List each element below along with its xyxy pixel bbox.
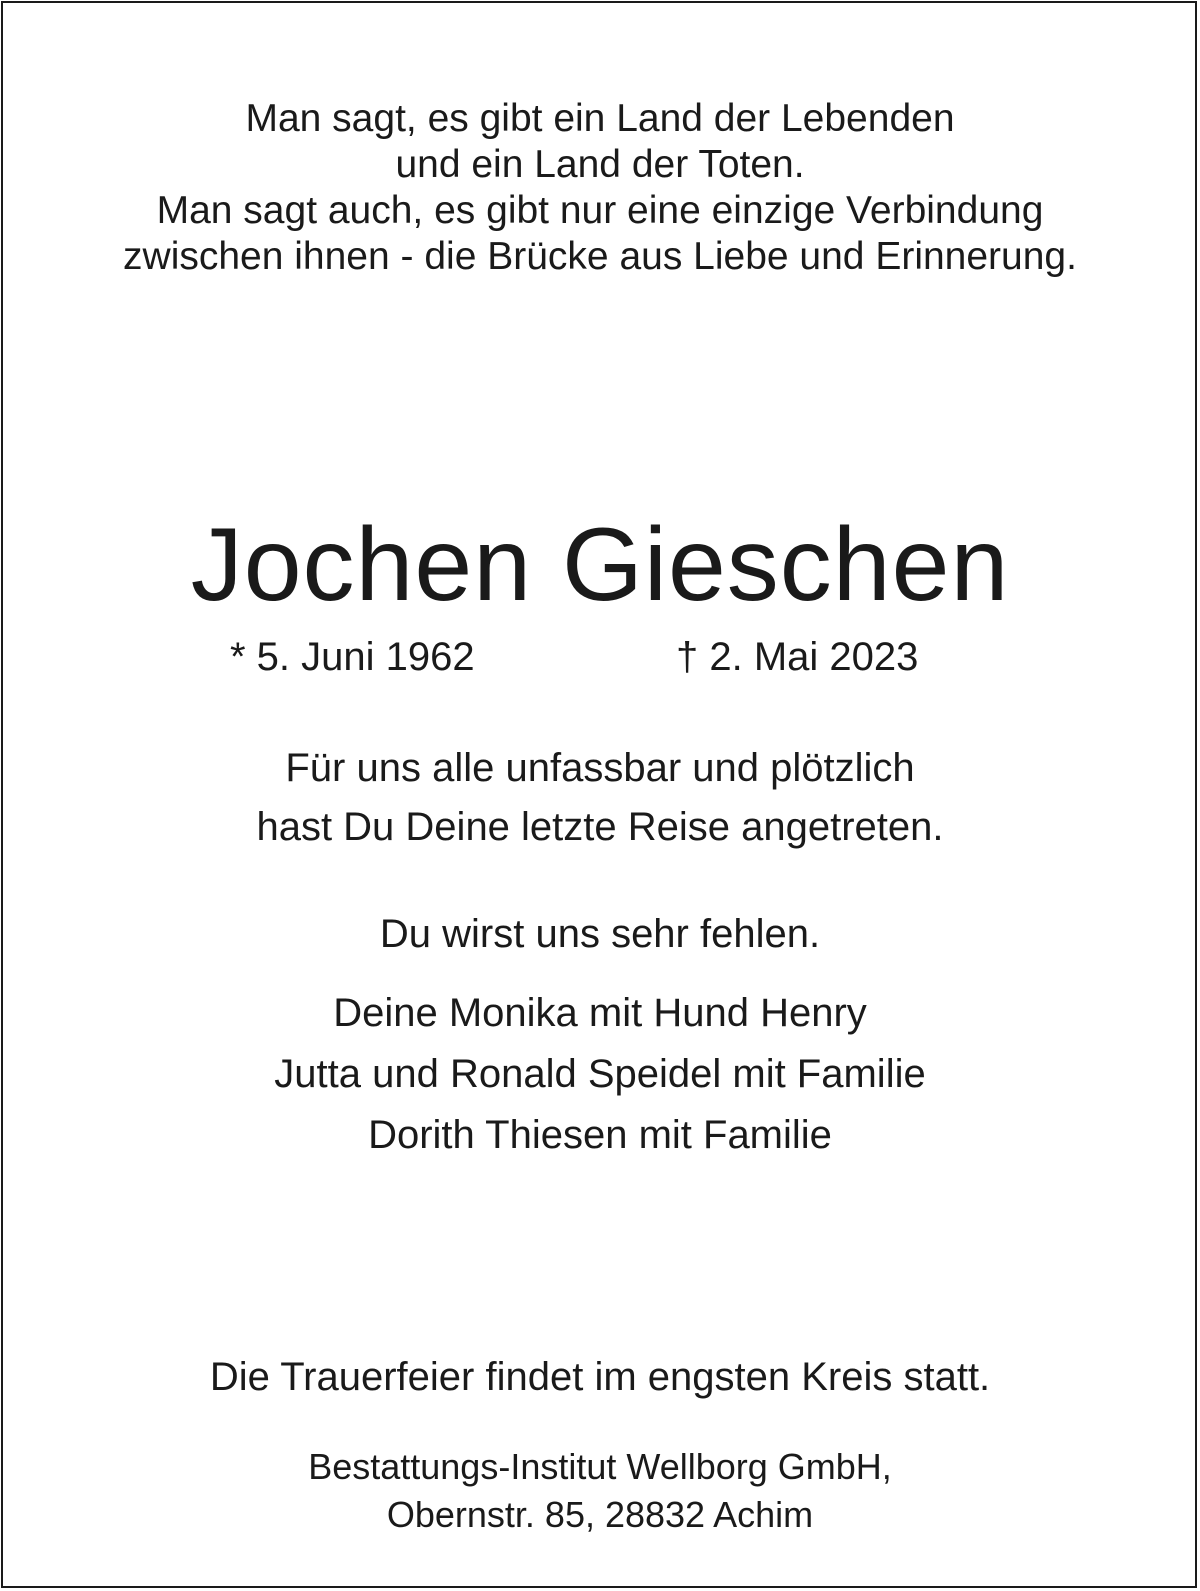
undertaker-name: Bestattungs-Institut Wellborg GmbH, [308,1446,892,1487]
quote-line: Man sagt, es gibt ein Land der Lebenden [245,97,955,140]
birth-date: * 5. Juni 1962 [230,635,475,679]
undertaker-address: Obernstr. 85, 28832 Achim [386,1494,814,1535]
life-dates [0,633,1200,681]
closing-line: Du wirst uns sehr fehlen. [379,912,821,956]
deceased-name: Jochen Gieschen [190,507,1010,623]
mourners-list [0,983,1200,1166]
quote-line: und ein Land der Toten. [395,143,805,186]
undertaker-info [0,1443,1200,1539]
mourner: Jutta und Ronald Speidel mit Familie [274,1052,926,1096]
quote-line: Man sagt auch, es gibt nur eine einzige Verbindung [156,189,1044,232]
message-line: Für uns alle unfassbar und plötzlich [285,746,915,790]
message-line: hast Du Deine letzte Reise angetreten. [256,805,944,849]
farewell-message [0,739,1200,857]
mourner: Dorith Thiesen mit Familie [368,1113,832,1157]
quote-line: zwischen ihnen - die Brücke aus Liebe und Erinnerung. [123,235,1077,278]
mourner: Deine Monika mit Hund Henry [333,991,867,1035]
death-date: † 2. Mai 2023 [676,635,919,679]
opening-quote [0,96,1200,280]
ceremony-note: Die Trauerfeier findet im engsten Kreis statt. [209,1355,991,1399]
